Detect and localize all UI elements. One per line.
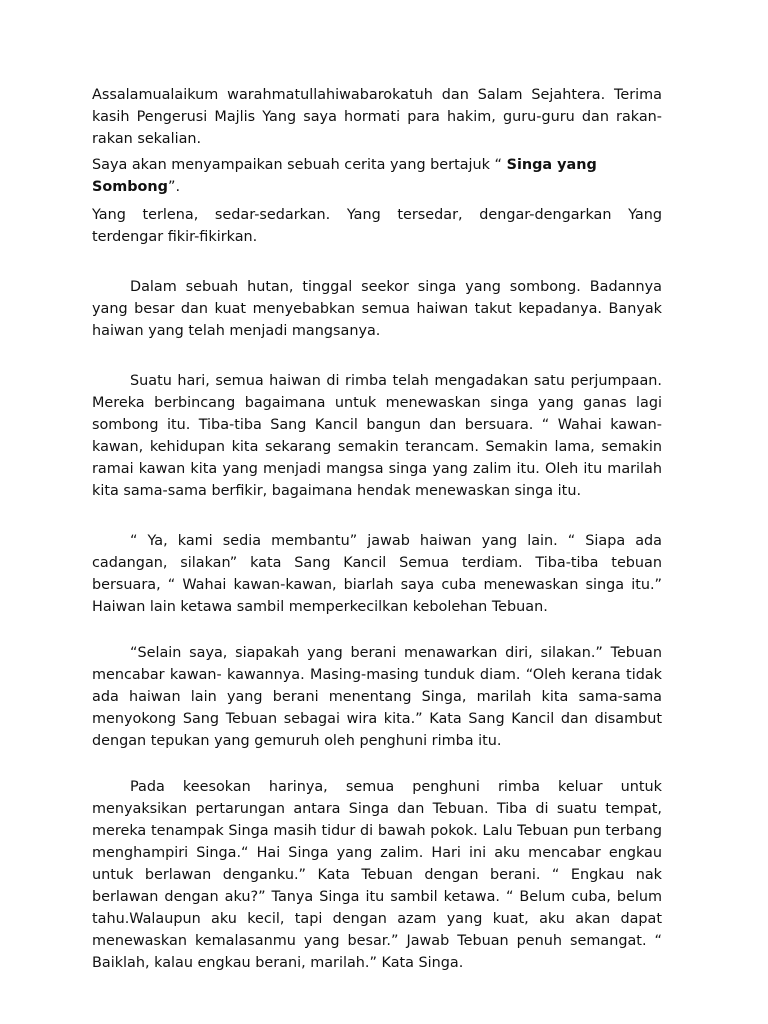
greeting-paragraph: Assalamualaikum warahmatullahiwabarokatuh dan Salam Sejahtera. Terima kasih Pengerusi Majlis Yang saya hormati para hakim, guru-guru dan rakan-rakan sekalian. <box>92 87 662 147</box>
intro-paragraph: Yang terlena, sedar-sedarkan. Yang tersedar, dengar-dengarkan Yang terdengar fikir-fikirkan. <box>92 207 662 245</box>
story-paragraph-5: Pada keesokan harinya, semua penghuni rimba keluar untuk menyaksikan pertarungan antara Singa dan Tebuan. Tiba di suatu tempat, mereka tenampak Singa masih tidur di bawah pokok. Lalu Tebuan pun terbang menghampiri Singa.“ Hai Singa yang zalim. Hari ini aku mencabar engkau untuk berlawan denganku.” Kata Tebuan dengan berani. “ Engkau nak berlawan dengan aku?” Tanya Singa itu sambil ketawa. “ Belum cuba, belum tahu.Walaupun aku kecil, tapi dengan azam yang kuat, aku akan dapat menewaskan kemalasanmu yang besar.” Jawab Tebuan penuh semangat. “ Baiklah, kalau engkau berani, marilah.” Kata Singa. <box>92 779 662 971</box>
title-suffix: ”. <box>167 179 181 195</box>
document-page <box>92 84 662 974</box>
story-title: Singa yang Sombong <box>92 157 597 195</box>
story-paragraph-4: “Selain saya, siapakah yang berani menawarkan diri, silakan.” Tebuan mencabar kawan- kawannya. Masing-masing tunduk diam. “Oleh kerana tidak ada haiwan lain yang berani menentang Singa, marilah kita sama-sama menyokong Sang Tebuan sebagai wira kita.” Kata Sang Kancil dan disambut dengan tepukan yang gemuruh oleh penghuni rimba itu. <box>92 645 662 749</box>
title-prefix: Saya akan menyampaikan sebuah cerita yang bertajuk “ <box>92 157 507 173</box>
story-paragraph-1: Dalam sebuah hutan, tinggal seekor singa yang sombong. Badannya yang besar dan kuat menyebabkan semua haiwan takut kepadanya. Banyak haiwan yang telah menjadi mangsanya. <box>92 279 662 339</box>
story-paragraph-3: “ Ya, kami sedia membantu” jawab haiwan yang lain. “ Siapa ada cadangan, silakan” kata Sang Kancil Semua terdiam. Tiba-tiba tebuan bersuara, “ Wahai kawan-kawan, biarlah saya cuba menewaskan singa itu.” Haiwan lain ketawa sambil memperkecilkan kebolehan Tebuan. <box>92 533 662 615</box>
story-paragraph-2: Suatu hari, semua haiwan di rimba telah mengadakan satu perjumpaan. Mereka berbincang bagaimana untuk menewaskan singa yang ganas lagi sombong itu. Tiba-tiba Sang Kancil bangun dan bersuara. “ Wahai kawan-kawan, kehidupan kita sekarang semakin terancam. Semakin lama, semakin ramai kawan kita yang menjadi mangsa singa yang zalim itu. Oleh itu marilah kita sama-sama berfikir, bagaimana hendak menewaskan singa itu. <box>92 373 662 499</box>
story-title-line <box>92 154 662 198</box>
